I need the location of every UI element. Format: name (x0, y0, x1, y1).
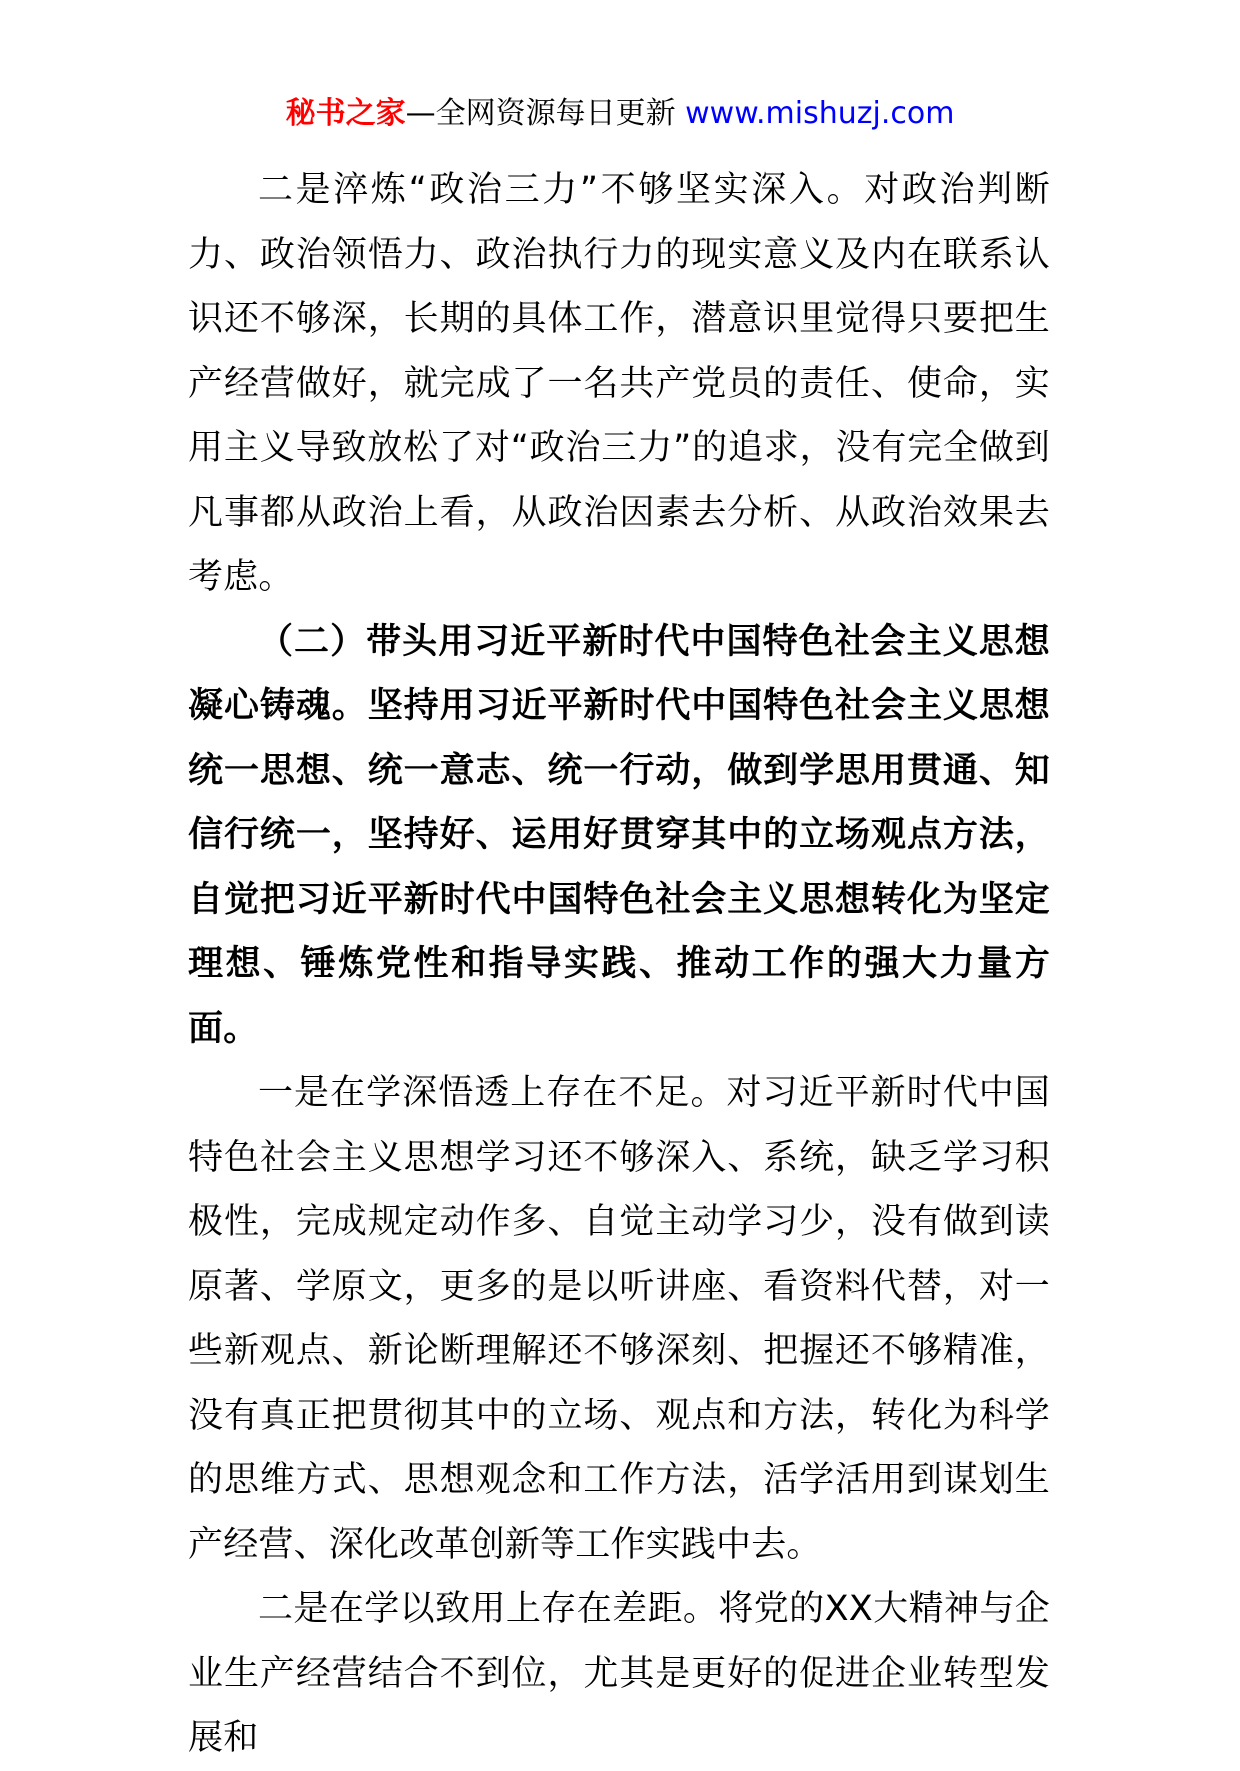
paragraph-politics-three-abilities: 二是淬炼“政治三力”不够坚实深入。对政治判断力、政治领悟力、政治执行力的现实意义及内在联系认识还不够深，长期的具体工作，潜意识里觉得只要把生产经营做好，就完成了一名共产党员的责任、使命，实用主义导致放松了对“政治三力”的追求，没有完全做到凡事都从政治上看，从政治因素去分析、从政治效果去考虑。 (188, 170, 1050, 597)
paragraph-application-gap: 二是在学以致用上存在差距。将党的XX大精神与企业生产经营结合不到位，尤其是更好的促进企业转型发展和 (188, 1589, 1050, 1758)
site-tagline: —全网资源每日更新 (405, 96, 686, 131)
paragraph-study-insufficient: 一是在学深悟透上存在不足。对习近平新时代中国特色社会主义思想学习还不够深入、系统，缺乏学习积极性，完成规定动作多、自觉主动学习少，没有做到读原著、学原文，更多的是以听讲座、看资料代替，对一些新观点、新论断理解还不够深刻、把握还不够精准，没有真正把贯彻其中的立场、观点和方法，转化为科学的思维方式、思想观念和工作方法，活学活用到谋划生产经营、深化改革创新等工作实践中去。 (188, 1073, 1050, 1565)
section-heading-2: （二）带头用习近平新时代中国特色社会主义思想凝心铸魂。坚持用习近平新时代中国特色社会主义思想统一思想、统一意志、统一行动，做到学思用贯通、知信行统一，坚持好、运用好贯穿其中的立场观点方法，自觉把习近平新时代中国特色社会主义思想转化为坚定理想、锤炼党性和指导实践、推动工作的强大力量方面。 (188, 621, 1050, 1049)
site-header (0, 90, 1240, 138)
site-brand: 秘书之家 (285, 96, 406, 131)
document-body (188, 158, 1050, 1771)
site-url-link[interactable]: www.mishuzj.com (685, 96, 955, 131)
